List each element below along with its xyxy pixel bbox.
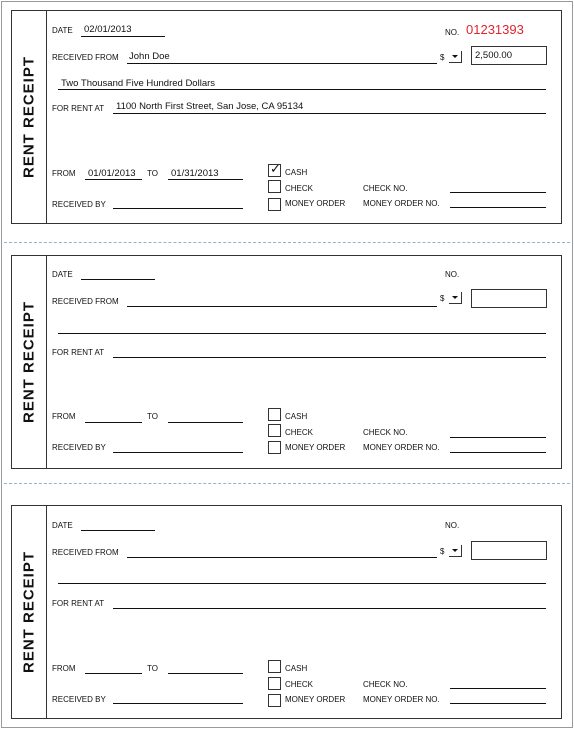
- receipt-side-panel: [12, 11, 47, 223]
- to-date-line[interactable]: [168, 673, 243, 674]
- received-by-line[interactable]: [113, 703, 243, 704]
- receipt-side-title: RENT RECEIPT: [20, 300, 38, 424]
- receipt-no-label: NO.: [445, 270, 460, 279]
- check-label: CHECK: [285, 428, 314, 437]
- money-order-no-label: MONEY ORDER NO.: [363, 199, 440, 208]
- cash-checkbox[interactable]: [268, 408, 281, 421]
- currency-dropdown[interactable]: [449, 51, 462, 63]
- for-rent-at-label: FOR RENT AT: [52, 599, 105, 608]
- to-label: TO: [147, 169, 158, 178]
- received-by-label: RECEIVED BY: [52, 695, 106, 704]
- cash-label: CASH: [285, 664, 308, 673]
- check-checkbox[interactable]: [268, 424, 281, 437]
- cash-checkbox[interactable]: [268, 660, 281, 673]
- amount-field[interactable]: [471, 541, 547, 560]
- money-order-checkbox[interactable]: [268, 441, 281, 454]
- for-rent-at-value[interactable]: 1100 North First Street, San Jose, CA 95134: [116, 101, 304, 112]
- to-label: TO: [147, 412, 158, 421]
- check-no-line[interactable]: [450, 437, 546, 438]
- money-order-no-line[interactable]: [450, 452, 546, 453]
- check-mark-icon: ✓: [270, 161, 281, 176]
- check-no-label: CHECK NO.: [363, 184, 408, 193]
- received-by-line[interactable]: [113, 208, 243, 209]
- received-by-line[interactable]: [113, 452, 243, 453]
- for-rent-at-line[interactable]: [113, 608, 546, 609]
- amount-field[interactable]: [471, 289, 547, 308]
- currency-dropdown[interactable]: [449, 545, 462, 557]
- for-rent-at-line[interactable]: [113, 357, 546, 358]
- date-label: DATE: [52, 521, 73, 530]
- check-no-line[interactable]: [450, 688, 546, 689]
- date-label: DATE: [52, 26, 73, 35]
- date-line[interactable]: [81, 279, 155, 280]
- date-value[interactable]: 02/01/2013: [84, 24, 132, 35]
- from-label: FROM: [52, 664, 76, 673]
- amount-words-line[interactable]: [58, 583, 546, 584]
- money-order-checkbox[interactable]: [268, 694, 281, 707]
- from-date-line: [85, 179, 142, 180]
- check-checkbox[interactable]: [268, 180, 281, 193]
- chevron-down-icon: [452, 55, 458, 58]
- amount-value: 2,500.00: [475, 50, 512, 61]
- receipt-side-panel: [12, 256, 47, 468]
- chevron-down-icon: [452, 549, 458, 552]
- received-from-label: RECEIVED FROM: [52, 297, 119, 306]
- check-checkbox[interactable]: [268, 677, 281, 690]
- check-no-line[interactable]: [450, 192, 546, 193]
- rent-receipt-2: [11, 255, 562, 469]
- to-date-value[interactable]: 01/31/2013: [171, 168, 219, 179]
- rent-receipt-1: [11, 10, 562, 224]
- check-label: CHECK: [285, 184, 314, 193]
- money-order-label: MONEY ORDER: [285, 199, 346, 208]
- receipt-side-title: RENT RECEIPT: [20, 550, 38, 674]
- money-order-label: MONEY ORDER: [285, 695, 346, 704]
- from-label: FROM: [52, 412, 76, 421]
- currency-dropdown[interactable]: [449, 292, 462, 304]
- from-label: FROM: [52, 169, 76, 178]
- to-date-line[interactable]: [168, 422, 243, 423]
- money-order-no-line[interactable]: [450, 207, 546, 208]
- cash-label: CASH: [285, 168, 308, 177]
- received-from-value[interactable]: John Doe: [129, 51, 170, 62]
- from-date-line[interactable]: [85, 673, 142, 674]
- money-order-no-line[interactable]: [450, 703, 546, 704]
- currency-label: $: [440, 53, 445, 62]
- chevron-down-icon: [452, 296, 458, 299]
- receipt-no-label: NO.: [445, 28, 460, 37]
- check-label: CHECK: [285, 680, 314, 689]
- amount-words-line[interactable]: [58, 333, 546, 334]
- for-rent-at-line: [113, 113, 546, 114]
- from-date-line[interactable]: [85, 422, 142, 423]
- from-date-value[interactable]: 01/01/2013: [88, 168, 136, 179]
- receipt-side-panel: [12, 506, 47, 718]
- currency-label: $: [440, 294, 445, 303]
- rent-receipt-3: [11, 505, 562, 719]
- received-from-label: RECEIVED FROM: [52, 548, 119, 557]
- received-from-label: RECEIVED FROM: [52, 53, 119, 62]
- money-order-checkbox[interactable]: [268, 198, 281, 211]
- check-no-label: CHECK NO.: [363, 680, 408, 689]
- cash-checkbox[interactable]: [268, 161, 281, 177]
- currency-label: $: [440, 547, 445, 556]
- to-label: TO: [147, 664, 158, 673]
- amount-field[interactable]: [471, 46, 547, 65]
- received-from-line[interactable]: [127, 306, 437, 307]
- check-no-label: CHECK NO.: [363, 428, 408, 437]
- money-order-no-label: MONEY ORDER NO.: [363, 443, 440, 452]
- received-from-line: [127, 63, 437, 64]
- receipt-no-value: 01231393: [466, 22, 524, 37]
- amount-words-line: [58, 89, 546, 90]
- for-rent-at-label: FOR RENT AT: [52, 348, 105, 357]
- amount-words-value[interactable]: Two Thousand Five Hundred Dollars: [61, 78, 216, 89]
- cut-line-2: [4, 483, 570, 484]
- money-order-no-label: MONEY ORDER NO.: [363, 695, 440, 704]
- cut-line-1: [4, 242, 570, 243]
- cash-label: CASH: [285, 412, 308, 421]
- date-label: DATE: [52, 270, 73, 279]
- date-line: [81, 36, 165, 37]
- received-by-label: RECEIVED BY: [52, 200, 106, 209]
- receipt-no-label: NO.: [445, 521, 460, 530]
- money-order-label: MONEY ORDER: [285, 443, 346, 452]
- receipt-side-title: RENT RECEIPT: [20, 55, 38, 179]
- to-date-line: [168, 179, 243, 180]
- received-by-label: RECEIVED BY: [52, 443, 106, 452]
- date-line[interactable]: [81, 530, 155, 531]
- for-rent-at-label: FOR RENT AT: [52, 104, 105, 113]
- received-from-line[interactable]: [127, 557, 437, 558]
